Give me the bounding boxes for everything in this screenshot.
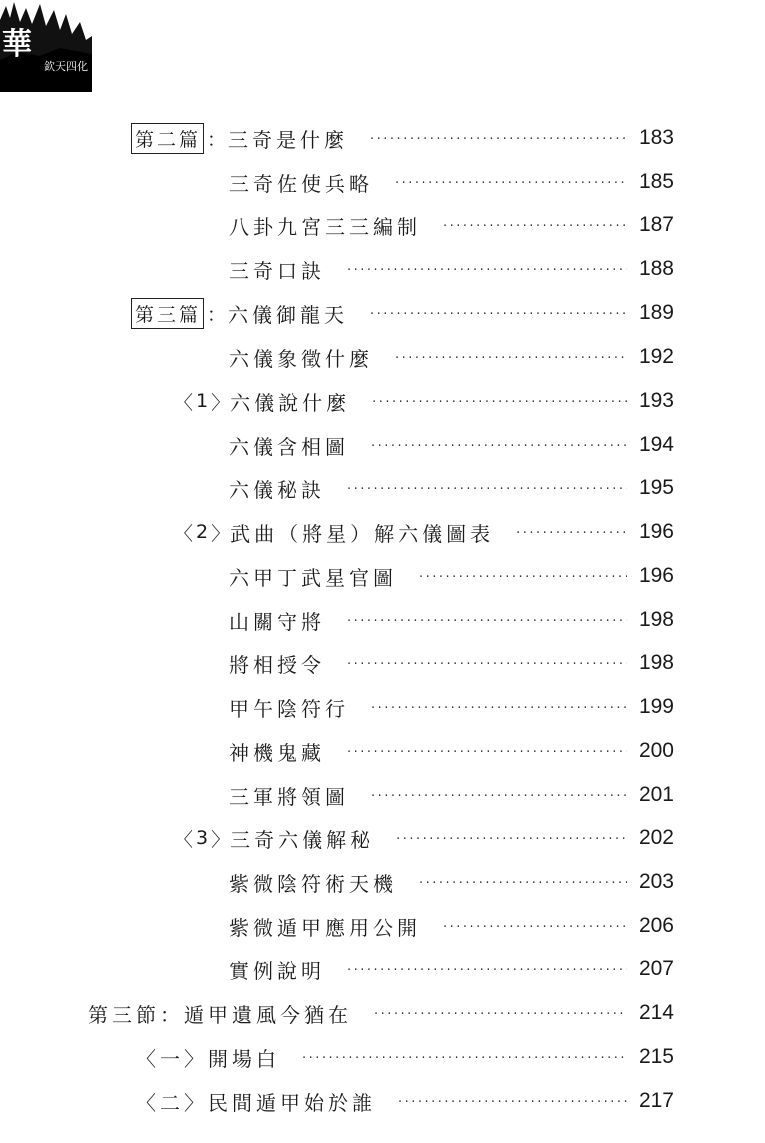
- toc-entry[interactable]: [229, 736, 674, 766]
- entry-title: 三奇口訣: [229, 258, 325, 283]
- dot-leaders: [395, 352, 627, 366]
- dot-leaders: [370, 133, 627, 147]
- entry-title: 神機鬼藏: [229, 740, 325, 765]
- page-number: 192: [638, 345, 674, 368]
- entry-title: 六儀秘訣: [229, 477, 325, 502]
- dot-leaders: [371, 702, 627, 716]
- entry-title: 六儀說什麼: [230, 390, 351, 415]
- toc-entry[interactable]: [174, 823, 674, 853]
- bracket-open: 〈: [174, 391, 194, 414]
- logo-caption: 欽天四化: [44, 60, 88, 73]
- dot-leaders: [516, 527, 627, 541]
- toc-entry[interactable]: [229, 780, 674, 810]
- dot-leaders: [443, 921, 627, 935]
- page-number: 203: [638, 870, 674, 893]
- logo-mark: 華: [2, 27, 32, 62]
- dot-leaders: [347, 746, 627, 760]
- entry-title: 八卦九宮三三編制: [229, 214, 421, 239]
- part-label-box: 第二篇: [131, 123, 204, 154]
- entry-title: 六儀含相圖: [229, 434, 349, 459]
- toc-entry[interactable]: [136, 1042, 674, 1072]
- dot-leaders: [347, 615, 627, 629]
- page-number: 207: [638, 957, 674, 980]
- bracket-close: 〉: [211, 522, 231, 545]
- page-number: 201: [638, 783, 674, 806]
- entry-title: 武曲（將星）解六儀圖表: [230, 521, 495, 546]
- dot-leaders: [302, 1052, 627, 1066]
- entry-title: 〈二〉民間遁甲始於誰: [136, 1090, 376, 1115]
- dot-leaders: [419, 877, 627, 891]
- toc-entry[interactable]: [136, 1086, 674, 1116]
- part-label-box: 第三篇: [131, 298, 204, 329]
- page-number: 198: [638, 651, 674, 674]
- toc-entry[interactable]: [229, 605, 674, 635]
- section-number: 2: [196, 521, 209, 543]
- page-number: 198: [638, 608, 674, 631]
- dot-leaders: [443, 220, 627, 234]
- toc-entry[interactable]: [229, 342, 674, 372]
- toc-entry[interactable]: [88, 998, 674, 1028]
- toc-entry[interactable]: [229, 167, 674, 197]
- entry-title: 三軍將領圖: [229, 784, 349, 809]
- dot-leaders: [370, 308, 627, 322]
- page-number: 206: [638, 914, 674, 937]
- entry-title: 六儀象徵什麼: [229, 346, 373, 371]
- page-number: 196: [638, 520, 674, 543]
- page-number: 215: [638, 1045, 674, 1068]
- page-number: 193: [638, 389, 674, 412]
- page-number: 199: [638, 695, 674, 718]
- dot-leaders: [419, 571, 627, 585]
- toc-entry[interactable]: [131, 298, 674, 328]
- bracket-open: 〈: [174, 522, 194, 545]
- page-number: 189: [638, 301, 674, 324]
- section-number: 3: [196, 827, 209, 849]
- entry-title: 六儀御龍天: [228, 302, 349, 327]
- page-number: 188: [638, 257, 674, 280]
- entry-title: 〈一〉開場白: [136, 1046, 280, 1071]
- entry-title: 甲午陰符行: [229, 696, 349, 721]
- dot-leaders: [372, 396, 627, 410]
- toc-entry[interactable]: [229, 210, 674, 240]
- page-number: 187: [638, 213, 674, 236]
- dot-leaders: [371, 440, 627, 454]
- colon: ：: [207, 303, 227, 326]
- page-number: 185: [638, 170, 674, 193]
- toc-entry[interactable]: [174, 517, 674, 547]
- toc-entry[interactable]: [229, 867, 674, 897]
- dot-leaders: [374, 1008, 627, 1022]
- dot-leaders: [347, 964, 627, 978]
- toc-entry[interactable]: [229, 692, 674, 722]
- toc-entry[interactable]: [229, 430, 674, 460]
- bracket-close: 〉: [211, 828, 231, 851]
- entry-title: 實例說明: [229, 958, 325, 983]
- page-number: 202: [638, 826, 674, 849]
- entry-title: 山關守將: [229, 609, 325, 634]
- dot-leaders: [395, 177, 627, 191]
- entry-title: 將相授令: [229, 652, 325, 677]
- toc-entry[interactable]: [229, 911, 674, 941]
- entry-title: 三奇佐使兵略: [229, 171, 373, 196]
- entry-title: 六甲丁武星官圖: [229, 565, 397, 590]
- toc-entry[interactable]: [229, 561, 674, 591]
- page-number: 183: [638, 126, 674, 149]
- entry-title: 紫微陰符術天機: [229, 871, 397, 896]
- entry-title: 第三節：遁甲遺風今猶在: [88, 1002, 352, 1027]
- page-number: 217: [638, 1089, 674, 1112]
- toc-entry[interactable]: [229, 254, 674, 284]
- dot-leaders: [371, 790, 627, 804]
- page-number: 194: [638, 433, 674, 456]
- dot-leaders: [347, 483, 627, 497]
- entry-title: 紫微遁甲應用公開: [229, 915, 421, 940]
- colon: ：: [207, 128, 227, 151]
- dot-leaders: [398, 1096, 627, 1110]
- dot-leaders: [396, 833, 627, 847]
- bracket-open: 〈: [174, 828, 194, 851]
- toc-entry[interactable]: [131, 123, 674, 153]
- entry-title: 三奇六儀解秘: [230, 827, 375, 852]
- toc-entry[interactable]: [229, 473, 674, 503]
- dot-leaders: [347, 658, 627, 672]
- page-number: 195: [638, 476, 674, 499]
- page-number: 196: [638, 564, 674, 587]
- toc-entry[interactable]: [229, 954, 674, 984]
- toc-entry[interactable]: [174, 386, 674, 416]
- dot-leaders: [347, 264, 627, 278]
- bracket-close: 〉: [211, 391, 231, 414]
- page-number: 200: [638, 739, 674, 762]
- entry-title: 三奇是什麼: [228, 127, 349, 152]
- toc-entry[interactable]: [229, 648, 674, 678]
- section-number: 1: [196, 390, 209, 412]
- page-number: 214: [638, 1001, 674, 1024]
